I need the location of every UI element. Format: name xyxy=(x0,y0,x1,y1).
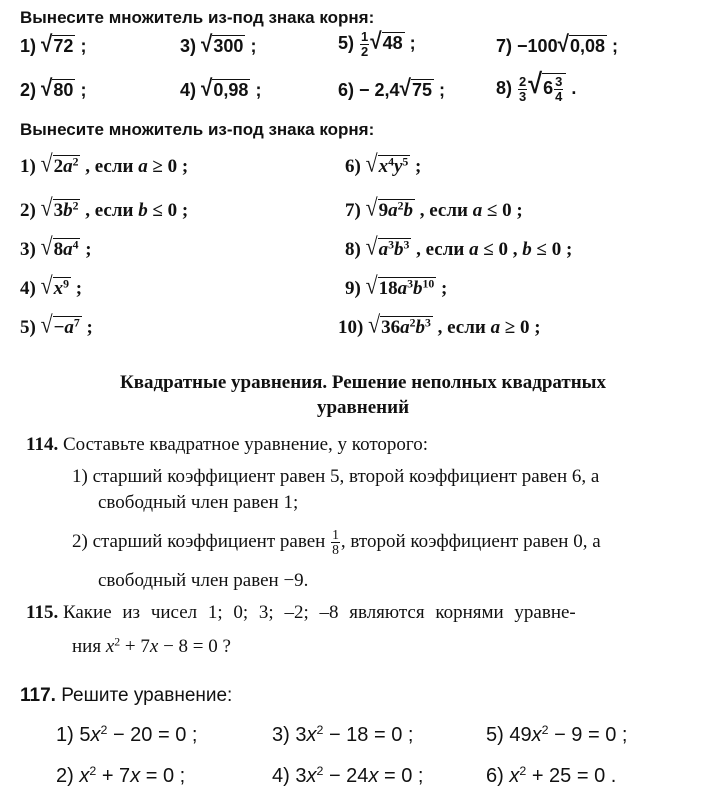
section1-heading: Вынесите множитель из-под знака корня: xyxy=(20,8,375,27)
fraction: $\frac{1}{8}$ xyxy=(332,527,339,558)
item-tail: ; xyxy=(80,36,87,56)
radical: $√36a^2b^3$ xyxy=(368,311,431,338)
s2-item-3 xyxy=(20,233,92,261)
fraction-denominator: 2 xyxy=(361,43,369,59)
problem-number: 117. xyxy=(20,685,56,706)
radical: √0,08 xyxy=(557,31,605,57)
problem-number: 115. xyxy=(26,602,59,623)
item-number: 6) xyxy=(338,80,355,100)
item-tail: ; xyxy=(409,32,416,53)
radicand: 75 xyxy=(411,80,432,100)
p117-item-4: 4) $3x^2 - 24x = 0$ ; xyxy=(272,764,424,787)
item-tail: ; xyxy=(438,80,445,100)
item-tail: ; xyxy=(612,36,618,56)
radicand: 48 xyxy=(382,32,403,53)
problem-114-item-2-cont: свободный член равен −9. xyxy=(98,570,309,591)
radical: $√-a^7$ xyxy=(40,311,80,338)
fraction xyxy=(360,30,369,58)
s2-item-7: 7) $√9a^2b$ , если a ≤ 0 ; xyxy=(345,194,523,221)
problem-117 xyxy=(20,685,232,707)
fraction-denominator: 3 xyxy=(519,88,527,104)
item-tail: , если xyxy=(419,200,468,221)
item-number: 10) xyxy=(338,317,364,338)
problem-114-item-1 xyxy=(72,466,599,488)
problem-text: Какие из чисел 1; 0; 3; –2; –8 являются корнями уравне- xyxy=(62,602,576,623)
item-number: 7) xyxy=(345,200,361,221)
s2-item-2: 2) $√3b^2$ , если b ≤ 0 ; xyxy=(20,194,189,221)
radicand: 80 xyxy=(53,80,74,100)
section2-heading: Вынесите множитель из-под знака корня: xyxy=(20,120,375,139)
s2-item-4 xyxy=(20,272,83,300)
item-number: 4) xyxy=(180,80,197,100)
s2-item-6 xyxy=(345,150,422,178)
problem-114 xyxy=(26,434,428,456)
item-tail: ; xyxy=(255,80,262,100)
p117-item-1: 1) $5x^2 - 20 = 0$ ; xyxy=(56,723,198,746)
item-tail: ; xyxy=(250,36,257,56)
radical: $√x^4y^5$ xyxy=(365,150,409,177)
fraction xyxy=(518,75,527,103)
item-number: 5) xyxy=(20,317,36,338)
radical: $√x^9$ xyxy=(40,272,69,299)
s1-item-1 xyxy=(20,31,87,58)
fraction-numerator: 2 xyxy=(519,74,527,90)
radical: $√a^3b^3$ xyxy=(365,233,410,260)
problem-text: Решите уравнение: xyxy=(61,685,233,706)
item-number: 6) xyxy=(345,156,361,177)
radical: √0,98 xyxy=(201,75,249,101)
item-tail: , если xyxy=(85,156,134,177)
section-title-line1: Квадратные уравнения. Решение неполных квадратных xyxy=(119,372,607,393)
s1-item-8 xyxy=(496,68,577,104)
problem-115-cont: ния $x^2 + 7x - 8 = 0$ ? xyxy=(72,635,231,657)
radicand: 0,08 xyxy=(569,36,605,56)
item-number: 3) xyxy=(180,36,197,56)
item-number: 1) xyxy=(20,36,37,56)
radical: $√18a^3b^{10}$ xyxy=(365,272,435,299)
radical: $√8a^4$ xyxy=(40,233,79,260)
item-tail: ; xyxy=(440,278,448,299)
item-tail: , если xyxy=(437,317,486,338)
item-text: старший коэффициент равен xyxy=(92,531,326,553)
radical: √48 xyxy=(370,27,403,54)
fraction-numerator: 1 xyxy=(361,29,369,44)
item-number: 3) xyxy=(20,239,36,260)
problem-number: 114. xyxy=(26,434,59,455)
radical: $√3b^2$ xyxy=(40,194,79,221)
item-tail: , если xyxy=(416,239,465,260)
s1-item-2 xyxy=(20,75,87,102)
radicand: 6 $\frac{3}{4}$ xyxy=(542,73,566,103)
item-tail: ; xyxy=(415,156,422,177)
item-number: 8) xyxy=(345,239,361,260)
s1-item-5 xyxy=(338,27,416,59)
item-number: 2) xyxy=(20,80,37,100)
item-tail: ; xyxy=(80,80,87,100)
p117-item-3: 3) $3x^2 - 18 = 0$ ; xyxy=(272,723,414,746)
section-title-line2: уравнений xyxy=(316,397,410,418)
item-number: 5) xyxy=(338,32,355,53)
p117-item-5: 5) $49x^2 - 9 = 0$ ; xyxy=(486,723,628,746)
item-number: 1) xyxy=(20,156,36,177)
s2-item-5 xyxy=(20,311,93,339)
radical: √75 xyxy=(399,75,432,101)
item-tail: ; xyxy=(85,239,92,260)
item-number: 1) xyxy=(72,466,88,487)
radical: $√9a^2b$ xyxy=(365,194,413,221)
s2-item-1: 1) $√2a^2$ , если a ≥ 0 ; xyxy=(20,150,189,177)
p117-item-2: 2) $x^2 + 7x = 0$ ; xyxy=(56,764,186,787)
item-tail: ; xyxy=(86,317,93,338)
s1-item-3 xyxy=(180,31,257,58)
s1-item-4 xyxy=(180,75,262,102)
radicand: 0,98 xyxy=(213,80,249,100)
problem-text: Составьте квадратное уравнение, у которого: xyxy=(62,434,428,455)
item-tail: , если xyxy=(85,200,134,221)
item-number: 8) xyxy=(496,78,513,98)
s2-item-9 xyxy=(345,272,448,300)
s1-item-6 xyxy=(338,75,445,102)
s1-item-7 xyxy=(496,31,618,58)
radical: √72 xyxy=(41,31,74,57)
s2-item-8: 8) $√a^3b^3$ , если a ≤ 0 , b ≤ 0 ; xyxy=(345,233,573,260)
coefficient: − 2,4 xyxy=(359,80,400,100)
radical: $√2a^2$ xyxy=(40,150,79,177)
radicand: 300 xyxy=(213,36,244,56)
p117-item-6: 6) $x^2 + 25 = 0$ . xyxy=(486,764,617,787)
item-text: старший коэффициент равен 5, второй коэффициент равен 6, а xyxy=(92,466,600,487)
item-tail: . xyxy=(571,78,577,98)
s2-item-10: 10) $√36a^2b^3$ , если a ≥ 0 ; xyxy=(338,311,541,338)
problem-115 xyxy=(26,602,576,624)
item-number: 2) xyxy=(72,531,88,553)
problem-114-item-1-cont: свободный член равен 1; xyxy=(98,492,299,513)
coefficient: −100 xyxy=(517,36,558,56)
item-number: 7) xyxy=(496,36,513,56)
radical: √6 $\frac{3}{4}$ xyxy=(528,72,566,103)
item-tail: ; xyxy=(75,278,83,299)
item-number: 9) xyxy=(345,278,361,299)
item-number: 2) xyxy=(20,200,36,221)
radical: √300 xyxy=(201,31,244,57)
item-number: 4) xyxy=(20,278,36,299)
radical: √80 xyxy=(41,75,74,101)
radicand: 72 xyxy=(53,36,74,56)
inner-fraction: $\frac{3}{4}$ xyxy=(555,74,563,104)
problem-114-item-2: 2) старший коэффициент равен $\frac{1}{8}$ , второй коэффициент равен 0, а xyxy=(72,527,601,558)
